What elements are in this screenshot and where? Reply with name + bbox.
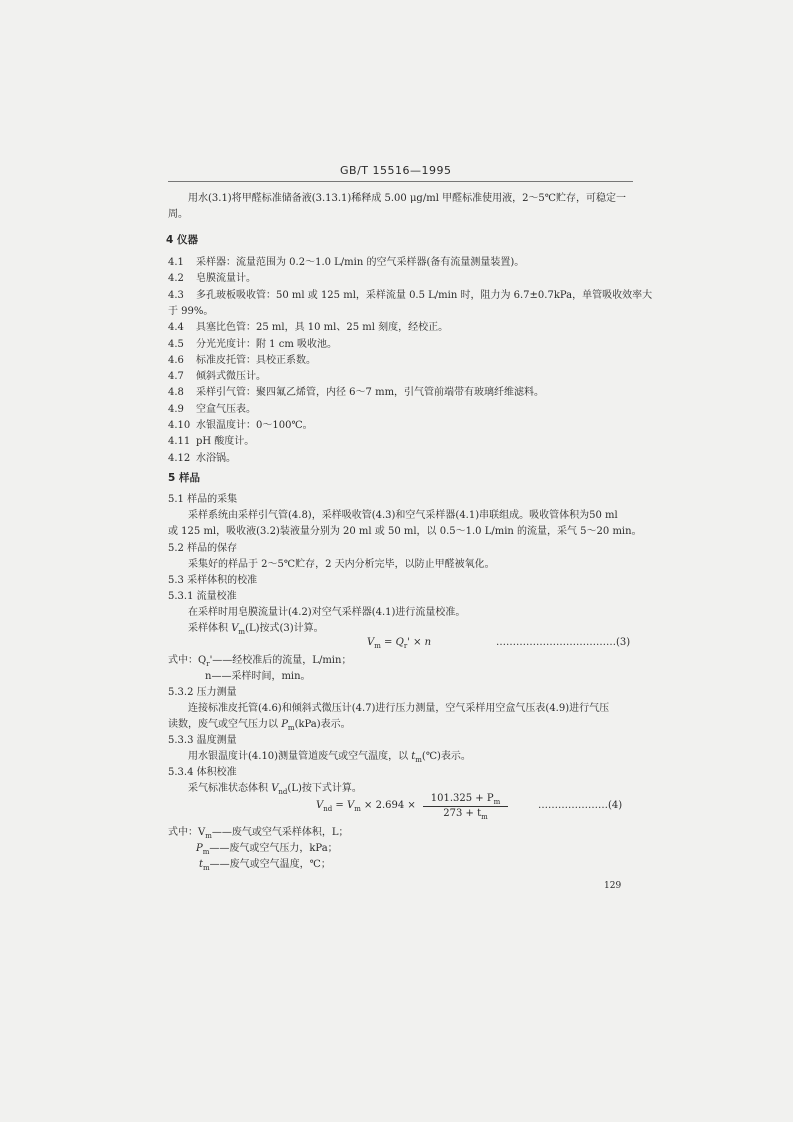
instrument-item-text: 标准皮托管：具校正系数。 [196, 354, 316, 366]
instrument-item [168, 387, 544, 399]
section-5-3-title: 5.3 采样体积的校准 [168, 575, 258, 586]
section-5-3-4-title: 5.3.4 体积校准 [168, 767, 237, 778]
equation-4-where-1: 式中：$V_m——$废气或空气采样体积，L； [168, 827, 349, 840]
instrument-item-number: 4.3 [168, 289, 184, 301]
section-5-3-4-line-1: 采气标准状态体积 $V_{nd}(L)$按下式计算。 [188, 783, 362, 796]
section-5-3-1-line-1: 在采样时用皂膜流量计(4.2)对空气采样器(4.1)进行流量校准。 [188, 607, 466, 618]
instrument-item-number: 4.4 [168, 322, 184, 334]
instrument-item-number: 4.1 [168, 257, 184, 268]
instrument-item-text: 倾斜式微压计。 [196, 371, 266, 383]
instrument-item [168, 290, 652, 302]
standard-header: GB/T 15516—1995 [340, 164, 452, 177]
page-number: 129 [604, 881, 622, 891]
equation-4-where-2: $P_m——$废气或空气压力，kPa； [196, 843, 338, 856]
section-5-3-2-line-1: 连接标准皮托管(4.6)和倾斜式微压计(4.7)进行压力测量，空气采样用空盒气压表(4.9)进行气压 [188, 703, 610, 714]
instrument-item [168, 404, 256, 416]
instrument-item-text: 分光光度计：附 1 cm 吸收池。 [196, 338, 337, 350]
section-4-heading: 4 仪器 [166, 234, 198, 246]
intro-line-1: 用水(3.1)将甲醛标准储备液(3.13.1)稀释成 5.00 μg/ml 甲醛标准使用液，2～5℃贮存，可稳定一 [188, 193, 626, 204]
section-5-3-1-line-2: 采样体积 $V_m(L)$按式(3)计算。 [188, 623, 324, 636]
instrument-item-text: 多孔玻板吸收管：50 ml 或 125 ml，采样流量 0.5 L/min 时，阻力为 6.7±0.7kPa，单管吸收效率大 [196, 289, 653, 301]
equation-3: $V_m = Q_r' \times n$ [367, 637, 432, 650]
section-5-1-line-1: 采样系统由采样引气管(4.8)，采样吸收管(4.3)和空气采样器(4.1)串联组成。吸收管体积为50 ml [188, 510, 618, 521]
instrument-item-text: 具塞比色管：25 ml，具 10 ml、25 ml 刻度，经校正。 [196, 322, 449, 334]
instrument-item-number: 4.6 [168, 354, 184, 366]
equation-3-number: ………………………………(3) [496, 637, 631, 648]
header-rule [168, 181, 633, 182]
instrument-item [168, 355, 316, 367]
instrument-item [168, 420, 313, 432]
instrument-item [168, 257, 524, 269]
instrument-item-number: 4.8 [168, 387, 184, 399]
document-page: GB/T 15516—1995 用水(3.1)将甲醛标准储备液(3.13.1)稀释成 5.00 μg/ml 甲醛标准使用液，2～5℃贮存，可稳定一 周。 4 仪器 4.1 采样器：流量范围为 0.2～1.0 L/min 的空气采样器(备有流量测量装置)。 4.2 皂膜流量计。 4.3 多孔玻板吸收管：50 ml 或 125 ml，采样流量 0.5 L/min 时，阻力为 6.7±0.7kPa，单管吸收效率大 于 99%。 4.4 具塞比色管：25 ml，具 10 ml、25 ml 刻度，经校正。 4.5 分光光度计：附 1 cm 吸收池。 4.6 标准皮托管：具校正系数。 4.7 倾斜式微压计。 4.8 采样引气管：聚四氟乙烯管，内径 6～7 mm，引气管前端带有玻璃纤维滤料。 4.9 空盒气压表。 4.10 水银温度计：0～100℃。 4.11 pH 酸度计。 4.12 水浴锅。 5 样品 5.1 样品的采集 采样系统由采样引气管(4.8)，采样吸收管(4.3)和空气采样器(4.1)串联组成。吸收管体积为50 ml 或 125 ml，吸收液(3.2)装液量分别为 20 ml 或 50 ml，以 0.5～1.0 L/min 的流量，采气 5～20 min。 5.2 样品的保存 采集好的样品于 2～5℃贮存，2 天内分析完毕，以防止甲醛被氧化。 5.3 采样体积的校准 5.3.1 流量校准 在采样时用皂膜流量计(4.2)对空气采样器(4.1)进行流量校准。 采样体积 $V_m(L)$按式(3)计算。 $V_m = Q_r' \times n$ ………………………………(3) 式中：$Q_r'——$经校准后的流量，L/min； n——采样时间，min。 5.3.2 压力测量 连接标准皮托管(4.6)和倾斜式微压计(4.7)进行压力测量，空气采样用空盒气压表(4.9)进行气压 读数，废气或空气压力以 $P_m(kPa)$表示。 5.3.3 温度测量 用水银温度计(4.10)测量管道废气或空气温度，以 $t_m(℃)$表示。 5.3.4 体积校准 采气标准状态体积 $V_{nd}(L)$按下式计算。 $V_{nd} = V_m \times 2.694$ × $101.325 + P_m$ $273 + t_m$ …………………(4) 式中：$V_m——$废气或空气采样体积，L； $P_m——$废气或空气压力，kPa； $t_m——$废气或空气温度，℃； 129 [166, 164, 653, 891]
equation-4-where-3: $t_m——$废气或空气温度，℃； [199, 859, 331, 872]
instrument-item-text: 于 99%。 [168, 305, 214, 317]
instrument-item [168, 273, 256, 285]
instrument-item [168, 453, 236, 465]
instrument-item-number: 4.2 [168, 273, 184, 285]
section-5-3-2-title: 5.3.2 压力测量 [168, 687, 237, 698]
section-5-2-line-1: 采集好的样品于 2～5℃贮存，2 天内分析完毕，以防止甲醛被氧化。 [188, 559, 495, 570]
section-5-3-1-title: 5.3.1 流量校准 [168, 591, 237, 602]
fraction-bar [423, 806, 508, 807]
instrument-item-number: 4.7 [168, 371, 184, 383]
section-5-2-title: 5.2 样品的保存 [168, 543, 238, 554]
instrument-item-number: 4.10 [168, 420, 191, 431]
instrument-item-text: 水银温度计：0～100℃。 [196, 420, 313, 431]
instrument-item [168, 436, 254, 448]
instrument-item-number: 4.12 [168, 452, 191, 464]
section-5-3-3-title: 5.3.3 温度测量 [168, 735, 237, 746]
instrument-item [168, 306, 213, 318]
section-5-3-2-line-2: 读数，废气或空气压力以 $P_m(kPa)$表示。 [168, 719, 351, 732]
section-5-1-title: 5.1 样品的采集 [168, 494, 238, 505]
instrument-item-number: 4.11 [168, 436, 191, 448]
section-5-1-line-2: 或 125 ml，吸收液(3.2)装液量分别为 20 ml 或 50 ml，以 0.5～1.0 L/min 的流量，采气 5～20 min。 [168, 526, 642, 537]
equation-3-where-1: 式中：$Q_r'——$经校准后的流量，L/min； [168, 655, 352, 668]
instrument-item-number: 4.9 [168, 403, 184, 415]
instrument-item-text: 空盒气压表。 [196, 403, 256, 415]
instrument-item-text: 皂膜流量计。 [196, 273, 256, 285]
instrument-item [168, 322, 448, 334]
instrument-item-text: 采样引气管：聚四氟乙烯管，内径 6～7 mm，引气管前端带有玻璃纤维滤料。 [196, 387, 545, 399]
equation-4-number: …………………(4) [538, 800, 623, 811]
section-5-heading: 5 样品 [168, 472, 200, 484]
instrument-item [168, 371, 266, 383]
section-5-3-3-line-1: 用水银温度计(4.10)测量管道废气或空气温度，以 $t_m(℃)$表示。 [188, 751, 471, 764]
instrument-item-text: 采样器：流量范围为 0.2～1.0 L/min 的空气采样器(备有流量测量装置)。 [196, 257, 525, 268]
equation-3-where-2: n——采样时间，min。 [205, 671, 311, 682]
equation-4-lhs: $V_{nd} = V_m \times 2.694$ × [316, 800, 416, 813]
intro-line-2: 周。 [168, 209, 188, 220]
instrument-item [168, 339, 337, 351]
instrument-item-text: 水浴锅。 [196, 452, 236, 464]
instrument-item-text: pH 酸度计。 [196, 436, 255, 448]
instrument-item-number: 4.5 [168, 338, 184, 350]
